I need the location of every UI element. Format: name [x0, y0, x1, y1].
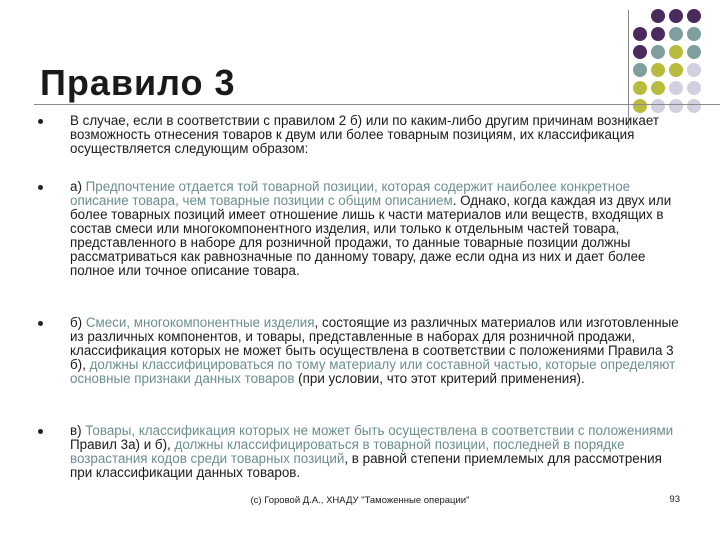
bullet-text-3: [70, 316, 682, 386]
bullet-dot-icon: [38, 429, 43, 434]
bullet-3-highlight-2: должны классифицироваться по тому материалу или составной частью, которые определяют основные признаки данных товаров: [70, 357, 676, 386]
bullet-3-segment-1: б): [70, 315, 86, 330]
decorative-dot: [633, 27, 647, 41]
decorative-dot: [687, 9, 701, 23]
decorative-dot: [669, 81, 683, 95]
bullet-4-highlight-2: должны классифицироваться в товарной позиции, последней в порядке возрастания кодов среди товарных позиций: [70, 437, 625, 466]
page-number: 93: [669, 494, 680, 505]
bullet-dot-icon: [38, 119, 43, 124]
decorative-dot: [651, 81, 665, 95]
bullet-dot-icon: [38, 185, 43, 190]
bullet-2-segment-3: . Однако, когда каждая из двух или более товарных позиций имеет отношение лишь к части материалов или веществ, входящих в состав смеси или многокомпонентного изделия, или только к отдельным частей товара, представленного в наборе для розничной продажи, то данные товарные позиции должны рассматриваться как равнозначные по данному товару, даже если одна из них и дает более полное или точное описание товара.: [70, 193, 672, 278]
decorative-dot: [633, 99, 647, 113]
bullet-4-segment-5: , в равной степени приемлемых для рассмотрения при классификации данных товаров.: [70, 451, 662, 480]
decorative-dot: [687, 45, 701, 59]
decorative-dot: [651, 63, 665, 77]
bullet-1-segment-1: В случае, если в соответствии с правилом 2 б) или по каким-либо другим причинам возникает возможность отнесения товаров к двум или более товарным позициям, их классификация осуществляется следующим образом:: [70, 113, 659, 156]
decorative-dot: [669, 27, 683, 41]
decorative-dot: [651, 99, 665, 113]
decorative-dot: [669, 99, 683, 113]
bullet-3-highlight-1: Смеси, многокомпонентные изделия: [85, 315, 315, 330]
decorative-dot: [651, 27, 665, 41]
decorative-dot: [687, 81, 701, 95]
bullet-4-segment-3: Правил 3а) и б),: [70, 437, 175, 452]
bullet-2-segment-1: а): [70, 179, 86, 194]
bullet-2-highlight-1: Предпочтение отдается той товарной позиции, которая содержит наиболее конкретное описание товара, чем товарные позиции с общим описанием: [70, 179, 631, 208]
decorative-dot: [687, 27, 701, 41]
decorative-dot: [633, 45, 647, 59]
bullet-3-segment-5: (при условии, что этот критерий применения).: [294, 371, 585, 386]
decorative-dot: [651, 9, 665, 23]
bullet-text-2: [70, 180, 682, 278]
footer-credit: (с) Горовой Д.А., ХНАДУ "Таможенные операции": [250, 495, 470, 506]
bullet-3-segment-3: , состоящие из различных материалов или изготовленные из различных компонентов, и товары, представленные в наборах для розничной продажи, классификация которых не может быть осуществлена в соответствии с положениями Правила 3 б),: [70, 315, 679, 372]
decorative-dot: [669, 45, 683, 59]
decorative-dot: [687, 63, 701, 77]
slide-title: Правило 3: [40, 62, 236, 103]
bullet-text-4: [70, 424, 682, 480]
decorative-dot: [669, 9, 683, 23]
decorative-dot: [669, 63, 683, 77]
decorative-dot: [633, 63, 647, 77]
decorative-dot: [633, 81, 647, 95]
decorative-dot: [651, 45, 665, 59]
bullet-text-1: [70, 114, 682, 156]
bullet-4-segment-1: в): [70, 423, 86, 438]
bullet-dot-icon: [38, 321, 43, 326]
decorative-vertical-line: [628, 10, 629, 128]
decorative-dot: [687, 99, 701, 113]
bullet-4-highlight-1: Товары, классификация которых не может быть осуществлена в соответствии с положениями: [85, 423, 674, 438]
title-underline: [34, 104, 720, 105]
